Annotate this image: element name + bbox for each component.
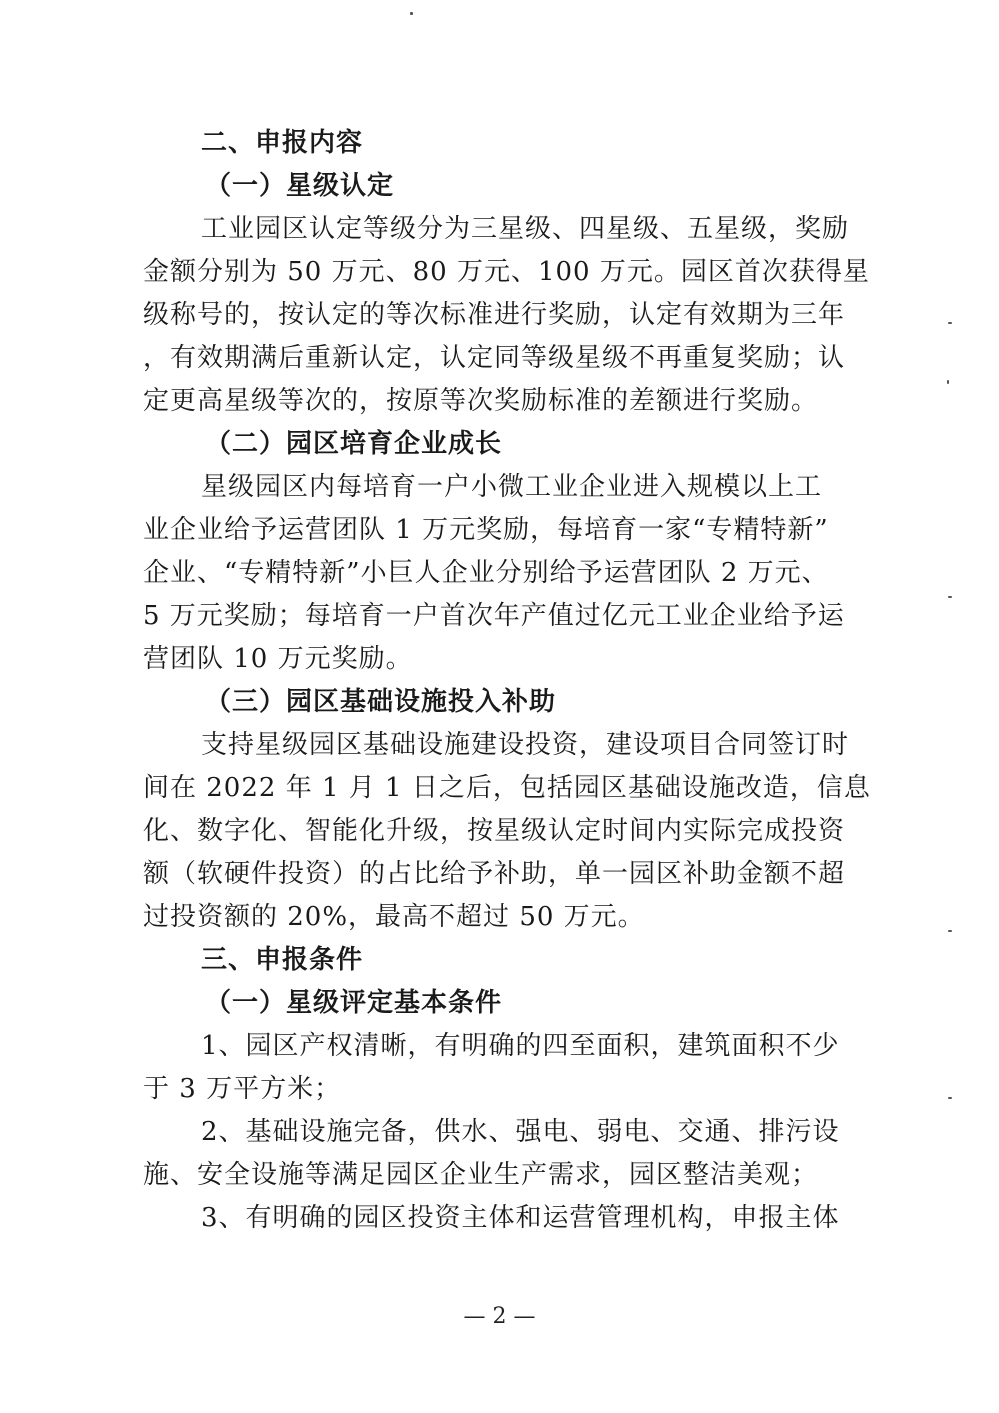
- list-item-line: 3、有明确的园区投资主体和运营管理机构，申报主体: [201, 1203, 840, 1233]
- paragraph-line: 额（软硬件投资）的占比给予补助，单一园区补助金额不超: [143, 859, 846, 889]
- subsection-heading-enterprise-growth: （二）园区培育企业成长: [205, 429, 503, 459]
- subsection-heading-infrastructure-subsidy: （三）园区基础设施投入补助: [205, 687, 557, 717]
- paragraph-line: 金额分别为 50 万元、80 万元、100 万元。园区首次获得星: [143, 257, 870, 287]
- paragraph-line: 5 万元奖励；每培育一户首次年产值过亿元工业企业给予运: [143, 601, 845, 631]
- list-item-line: 1、园区产权清晰，有明确的四至面积，建筑面积不少: [201, 1031, 840, 1061]
- page-number: — 2 —: [463, 1304, 536, 1329]
- section-heading-application-conditions: 三、申报条件: [201, 945, 364, 975]
- paragraph-line: 支持星级园区基础设施建设投资，建设项目合同签订时: [201, 730, 850, 760]
- paragraph-line: 定更高星级等次的，按原等次奖励标准的差额进行奖励。: [143, 386, 819, 416]
- list-item-line: 施、安全设施等满足园区企业生产需求，园区整洁美观；: [143, 1160, 819, 1190]
- paragraph-line: 企业、“专精特新”小巨人企业分别给予运营团队 2 万元、: [143, 558, 829, 588]
- paragraph-line: 营团队 10 万元奖励。: [143, 644, 413, 674]
- subsection-heading-star-rating: （一）星级认定: [205, 171, 395, 201]
- paragraph-line: 级称号的，按认定的等次标准进行奖励，认定有效期为三年: [143, 300, 846, 330]
- scan-artifact-mark: [410, 12, 413, 15]
- scan-artifact-mark: [948, 1097, 952, 1099]
- document-body: [143, 122, 871, 1240]
- paragraph-line: 过投资额的 20%，最高不超过 50 万元。: [143, 902, 645, 932]
- list-item-line: 2、基础设施完备，供水、强电、弱电、交通、排污设: [201, 1117, 840, 1147]
- paragraph-line: 业企业给予运营团队 1 万元奖励，每培育一家“专精特新”: [143, 515, 829, 545]
- paragraph-line: 工业园区认定等级分为三星级、四星级、五星级，奖励: [201, 214, 850, 244]
- scan-artifact-mark: [948, 322, 952, 324]
- scan-artifact-mark: [948, 930, 952, 932]
- subsection-heading-basic-conditions: （一）星级评定基本条件: [205, 988, 503, 1018]
- section-heading-application-content: 二、申报内容: [201, 128, 364, 158]
- paragraph-line: ，有效期满后重新认定，认定同等级星级不再重复奖励；认: [143, 343, 846, 373]
- paragraph-line: 化、数字化、智能化升级，按星级认定时间内实际完成投资: [143, 816, 846, 846]
- scan-artifact-mark: [947, 380, 949, 384]
- paragraph-line: 星级园区内每培育一户小微工业企业进入规模以上工: [201, 472, 823, 502]
- list-item-line: 于 3 万平方米；: [143, 1074, 342, 1104]
- paragraph-line: 间在 2022 年 1 月 1 日之后，包括园区基础设施改造，信息: [143, 773, 871, 803]
- scan-artifact-mark: [948, 596, 952, 598]
